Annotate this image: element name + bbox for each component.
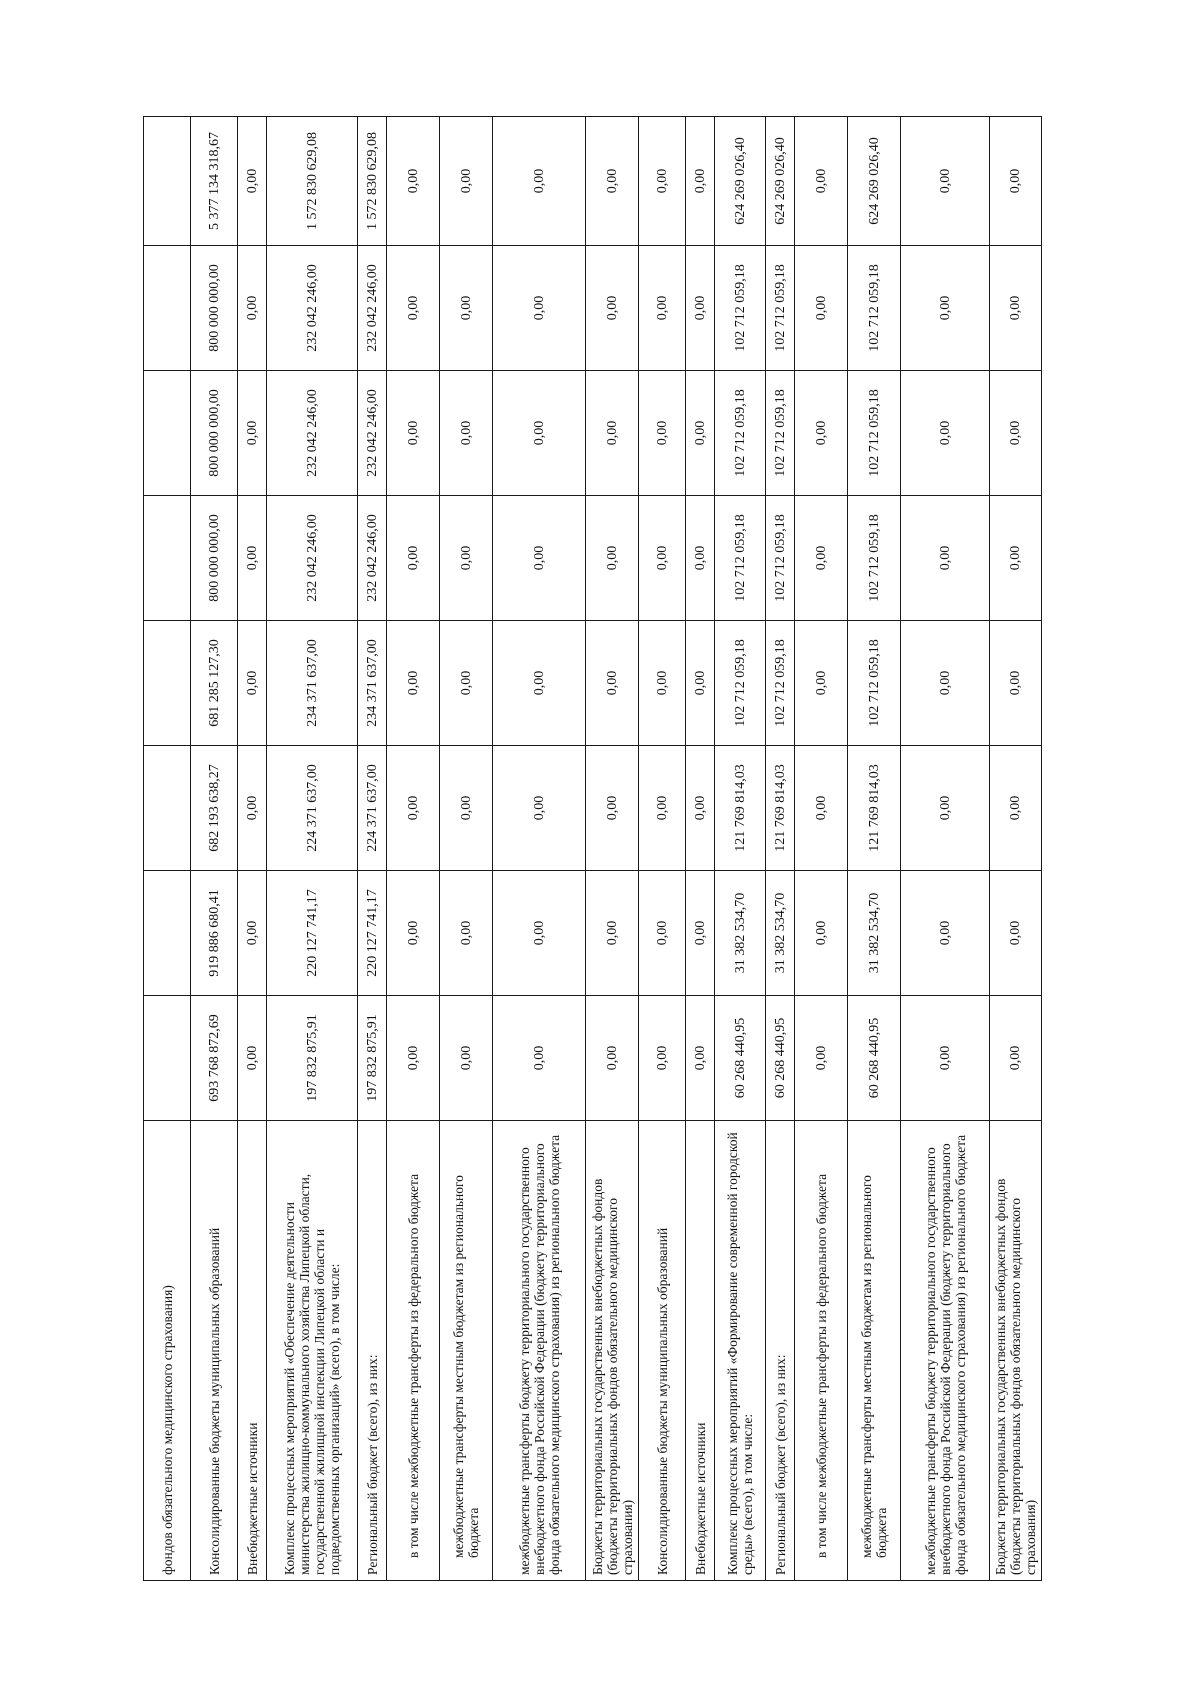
total-value-cell: 0,00 <box>990 117 1042 246</box>
value-cell: 0,00 <box>586 621 639 746</box>
row-label: фондов обязательного медицинского страхования) <box>144 1121 191 1581</box>
empty-cell <box>144 621 191 746</box>
value-cell: 0,00 <box>990 246 1042 371</box>
value-cell: 224 371 637,00 <box>358 746 387 871</box>
value-cell: 0,00 <box>493 246 586 371</box>
table-row <box>990 117 1042 1581</box>
table-row <box>901 117 990 1581</box>
value-cell: 232 042 246,00 <box>267 246 358 371</box>
value-cell: 0,00 <box>493 996 586 1121</box>
value-cell: 0,00 <box>639 371 686 496</box>
total-value-cell: 0,00 <box>493 117 586 246</box>
total-value-cell: 0,00 <box>586 117 639 246</box>
table-row <box>267 117 358 1581</box>
row-label: Консолидированные бюджеты муниципальных образований <box>639 1121 686 1581</box>
value-cell: 0,00 <box>686 496 715 621</box>
row-label: Региональный бюджет (всего), из них: <box>766 1121 795 1581</box>
value-cell: 0,00 <box>795 621 848 746</box>
value-cell: 0,00 <box>686 746 715 871</box>
value-cell: 234 371 637,00 <box>358 621 387 746</box>
row-label: Комплекс процессных мероприятий «Обеспечение деятельности министерства жилищно-коммунального хозяйства Липецкой области, государственной жилищной инспекции Липецкой области и подведомственных организаций» (всего), в том числе: <box>267 1121 358 1581</box>
row-label: межбюджетные трансферты местным бюджетам из регионального бюджета <box>440 1121 493 1581</box>
value-cell: 0,00 <box>990 746 1042 871</box>
row-label: Бюджеты территориальных государственных внебюджетных фондов (бюджеты территориальных фондов обязательного медицинского страхования) <box>586 1121 639 1581</box>
table-row <box>795 117 848 1581</box>
value-cell: 0,00 <box>686 246 715 371</box>
budget-table <box>143 116 1042 1581</box>
value-cell: 0,00 <box>901 621 990 746</box>
value-cell: 0,00 <box>795 996 848 1121</box>
value-cell: 0,00 <box>901 246 990 371</box>
value-cell: 0,00 <box>990 371 1042 496</box>
value-cell: 0,00 <box>493 371 586 496</box>
total-value-cell: 1 572 830 629,08 <box>267 117 358 246</box>
value-cell: 0,00 <box>440 496 493 621</box>
total-value-cell: 5 377 134 318,67 <box>191 117 238 246</box>
value-cell: 800 000 000,00 <box>191 496 238 621</box>
value-cell: 0,00 <box>238 496 267 621</box>
table-row <box>639 117 686 1581</box>
value-cell: 232 042 246,00 <box>358 371 387 496</box>
value-cell: 0,00 <box>795 871 848 996</box>
value-cell: 102 712 059,18 <box>848 621 901 746</box>
value-cell: 0,00 <box>686 871 715 996</box>
empty-cell <box>144 996 191 1121</box>
empty-cell <box>144 871 191 996</box>
value-cell: 0,00 <box>795 371 848 496</box>
empty-cell <box>144 746 191 871</box>
value-cell: 0,00 <box>639 746 686 871</box>
value-cell: 0,00 <box>387 246 440 371</box>
value-cell: 60 268 440,95 <box>848 996 901 1121</box>
empty-cell <box>144 496 191 621</box>
empty-cell <box>144 117 191 246</box>
value-cell: 102 712 059,18 <box>715 371 766 496</box>
value-cell: 232 042 246,00 <box>358 496 387 621</box>
value-cell: 0,00 <box>440 621 493 746</box>
table-row <box>848 117 901 1581</box>
total-value-cell: 0,00 <box>440 117 493 246</box>
value-cell: 0,00 <box>387 496 440 621</box>
value-cell: 0,00 <box>440 996 493 1121</box>
value-cell: 121 769 814,03 <box>766 746 795 871</box>
value-cell: 0,00 <box>238 871 267 996</box>
table-row <box>191 117 238 1581</box>
value-cell: 0,00 <box>639 621 686 746</box>
value-cell: 0,00 <box>238 996 267 1121</box>
value-cell: 0,00 <box>440 371 493 496</box>
value-cell: 0,00 <box>990 871 1042 996</box>
value-cell: 102 712 059,18 <box>715 621 766 746</box>
value-cell: 0,00 <box>387 871 440 996</box>
value-cell: 800 000 000,00 <box>191 246 238 371</box>
value-cell: 102 712 059,18 <box>848 371 901 496</box>
value-cell: 0,00 <box>639 871 686 996</box>
empty-cell <box>144 246 191 371</box>
total-value-cell: 0,00 <box>639 117 686 246</box>
value-cell: 0,00 <box>901 746 990 871</box>
value-cell: 232 042 246,00 <box>267 371 358 496</box>
value-cell: 0,00 <box>493 871 586 996</box>
value-cell: 919 886 680,41 <box>191 871 238 996</box>
value-cell: 60 268 440,95 <box>715 996 766 1121</box>
row-label: в том числе межбюджетные трансферты из федерального бюджета <box>795 1121 848 1581</box>
total-value-cell: 0,00 <box>238 117 267 246</box>
value-cell: 0,00 <box>493 746 586 871</box>
value-cell: 220 127 741,17 <box>267 871 358 996</box>
table-row <box>493 117 586 1581</box>
value-cell: 0,00 <box>586 496 639 621</box>
value-cell: 31 382 534,70 <box>848 871 901 996</box>
total-value-cell: 624 269 026,40 <box>715 117 766 246</box>
value-cell: 234 371 637,00 <box>267 621 358 746</box>
value-cell: 102 712 059,18 <box>715 496 766 621</box>
value-cell: 0,00 <box>440 746 493 871</box>
table-row <box>387 117 440 1581</box>
table-body <box>144 117 1042 1581</box>
table-row-header <box>144 117 191 1581</box>
value-cell: 224 371 637,00 <box>267 746 358 871</box>
value-cell: 0,00 <box>238 371 267 496</box>
value-cell: 0,00 <box>493 621 586 746</box>
value-cell: 693 768 872,69 <box>191 996 238 1121</box>
table-row <box>238 117 267 1581</box>
value-cell: 0,00 <box>901 496 990 621</box>
value-cell: 0,00 <box>990 996 1042 1121</box>
total-value-cell: 0,00 <box>387 117 440 246</box>
table-row <box>766 117 795 1581</box>
value-cell: 102 712 059,18 <box>766 246 795 371</box>
value-cell: 0,00 <box>990 621 1042 746</box>
value-cell: 0,00 <box>901 871 990 996</box>
value-cell: 60 268 440,95 <box>766 996 795 1121</box>
value-cell: 0,00 <box>387 621 440 746</box>
value-cell: 197 832 875,91 <box>267 996 358 1121</box>
row-label: Консолидированные бюджеты муниципальных образований <box>191 1121 238 1581</box>
total-value-cell: 0,00 <box>901 117 990 246</box>
total-value-cell: 0,00 <box>795 117 848 246</box>
value-cell: 0,00 <box>686 996 715 1121</box>
row-label: в том числе межбюджетные трансферты из федерального бюджета <box>387 1121 440 1581</box>
value-cell: 121 769 814,03 <box>848 746 901 871</box>
table-row <box>440 117 493 1581</box>
value-cell: 0,00 <box>387 371 440 496</box>
value-cell: 121 769 814,03 <box>715 746 766 871</box>
value-cell: 0,00 <box>238 621 267 746</box>
value-cell: 232 042 246,00 <box>267 496 358 621</box>
value-cell: 0,00 <box>795 246 848 371</box>
value-cell: 102 712 059,18 <box>848 496 901 621</box>
value-cell: 0,00 <box>440 246 493 371</box>
value-cell: 0,00 <box>639 246 686 371</box>
value-cell: 0,00 <box>586 746 639 871</box>
value-cell: 31 382 534,70 <box>715 871 766 996</box>
row-label: Внебюджетные источники <box>686 1121 715 1581</box>
value-cell: 681 285 127,30 <box>191 621 238 746</box>
value-cell: 102 712 059,18 <box>766 496 795 621</box>
value-cell: 197 832 875,91 <box>358 996 387 1121</box>
value-cell: 0,00 <box>795 746 848 871</box>
value-cell: 0,00 <box>901 371 990 496</box>
value-cell: 0,00 <box>795 496 848 621</box>
value-cell: 0,00 <box>639 496 686 621</box>
table-row <box>715 117 766 1581</box>
value-cell: 0,00 <box>586 996 639 1121</box>
row-label: межбюджетные трансферты бюджету территориального государственного внебюджетного фонда Российской Федерации (бюджету территориального фонда обязательного медицинского страхования) из регионального бюджета <box>493 1121 586 1581</box>
value-cell: 0,00 <box>238 246 267 371</box>
table-row <box>686 117 715 1581</box>
value-cell: 232 042 246,00 <box>358 246 387 371</box>
value-cell: 0,00 <box>238 746 267 871</box>
row-label: Комплекс процессных мероприятий «Формирование современной городской среды» (всего), в том числе: <box>715 1121 766 1581</box>
value-cell: 0,00 <box>387 996 440 1121</box>
row-label: межбюджетные трансферты местным бюджетам из регионального бюджета <box>848 1121 901 1581</box>
total-value-cell: 624 269 026,40 <box>848 117 901 246</box>
row-label: межбюджетные трансферты бюджету территориального государственного внебюджетного фонда Российской Федерации (бюджету территориального фонда обязательного медицинского страхования) из регионального бюджета <box>901 1121 990 1581</box>
value-cell: 0,00 <box>586 246 639 371</box>
value-cell: 800 000 000,00 <box>191 371 238 496</box>
row-label: Внебюджетные источники <box>238 1121 267 1581</box>
total-value-cell: 624 269 026,40 <box>766 117 795 246</box>
value-cell: 0,00 <box>686 621 715 746</box>
value-cell: 102 712 059,18 <box>766 621 795 746</box>
value-cell: 0,00 <box>639 996 686 1121</box>
value-cell: 0,00 <box>440 871 493 996</box>
total-value-cell: 0,00 <box>686 117 715 246</box>
value-cell: 0,00 <box>586 871 639 996</box>
value-cell: 0,00 <box>901 996 990 1121</box>
row-label: Бюджеты территориальных государственных внебюджетных фондов (бюджеты территориальных фондов обязательного медицинского страхования) <box>990 1121 1042 1581</box>
total-value-cell: 1 572 830 629,08 <box>358 117 387 246</box>
table-row <box>358 117 387 1581</box>
value-cell: 102 712 059,18 <box>848 246 901 371</box>
row-label: Региональный бюджет (всего), из них: <box>358 1121 387 1581</box>
value-cell: 0,00 <box>586 371 639 496</box>
value-cell: 220 127 741,17 <box>358 871 387 996</box>
value-cell: 682 193 638,27 <box>191 746 238 871</box>
value-cell: 102 712 059,18 <box>766 371 795 496</box>
value-cell: 0,00 <box>493 496 586 621</box>
value-cell: 0,00 <box>990 496 1042 621</box>
value-cell: 102 712 059,18 <box>715 246 766 371</box>
empty-cell <box>144 371 191 496</box>
value-cell: 31 382 534,70 <box>766 871 795 996</box>
value-cell: 0,00 <box>387 746 440 871</box>
table-row <box>586 117 639 1581</box>
value-cell: 0,00 <box>686 371 715 496</box>
